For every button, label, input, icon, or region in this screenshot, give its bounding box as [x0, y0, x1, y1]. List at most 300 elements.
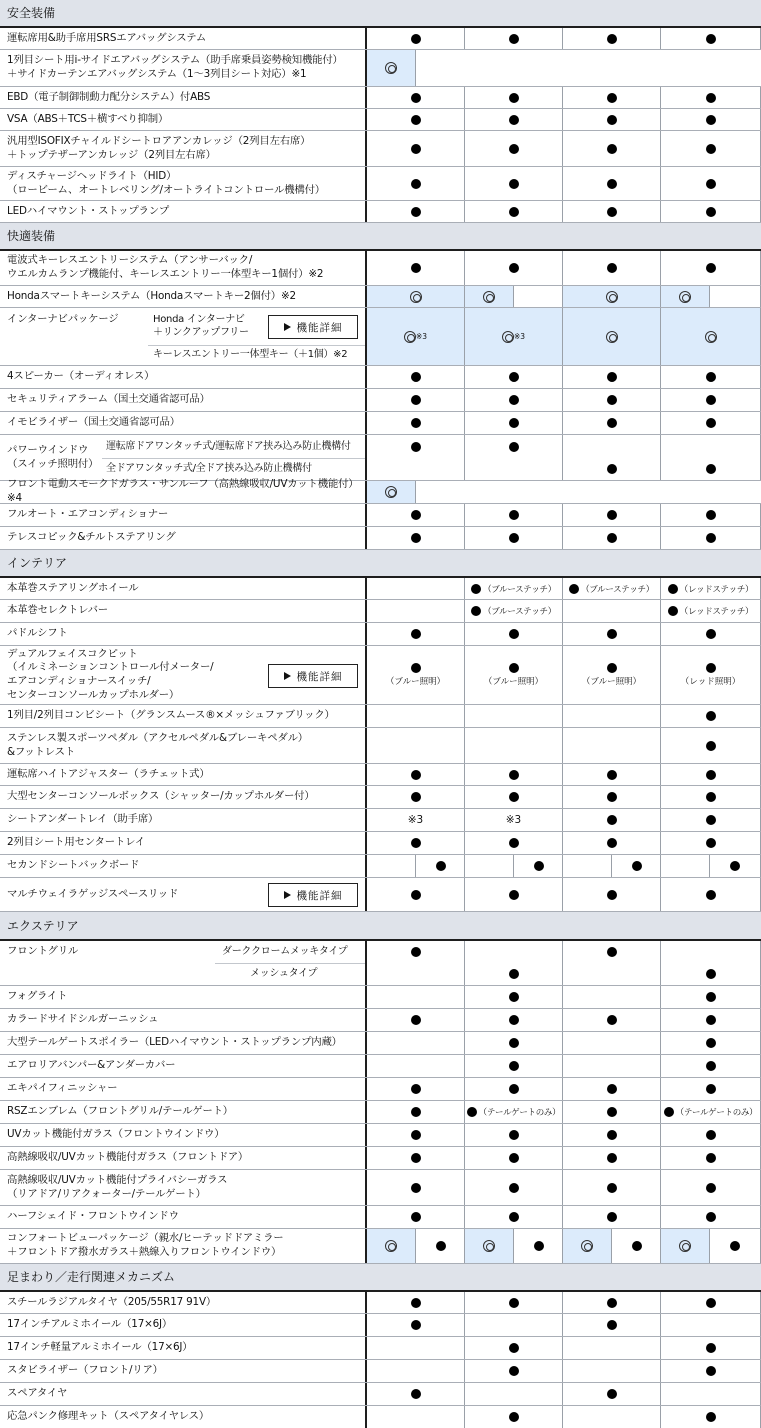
- option-circle-icon: [385, 486, 397, 498]
- table-cell: [365, 1229, 761, 1263]
- standard-dot: [607, 947, 617, 957]
- standard-dot: [607, 815, 617, 825]
- table-cell: [465, 131, 563, 166]
- standard-dot: [668, 606, 678, 616]
- table-row: [0, 167, 761, 201]
- table-cell: [661, 1314, 761, 1336]
- table-cell: [367, 527, 465, 549]
- table-cell: [367, 366, 465, 388]
- table-cell: [365, 855, 761, 877]
- table-cell: [563, 578, 661, 599]
- row-label: 汎用型ISOFIXチャイルドシートロアアンカレッジ（2列目左右席） ＋トップテザーアンカレッジ（2列目左右席）: [7, 134, 311, 161]
- footnote: ※3: [407, 814, 424, 826]
- table-cell: [367, 1337, 465, 1359]
- table-cell: [365, 50, 761, 86]
- standard-dot: [436, 1241, 446, 1251]
- table-cell: [465, 1314, 563, 1336]
- standard-dot: [706, 969, 716, 979]
- table-cell: [465, 1206, 563, 1228]
- standard-dot: [509, 663, 519, 673]
- standard-dot: [607, 533, 617, 543]
- table-cell: [664, 1106, 758, 1118]
- standard-dot: [607, 179, 617, 189]
- table-row: [0, 764, 761, 786]
- standard-dot: [706, 741, 716, 751]
- row-label: UVカット機能付ガラス（フロントウインドウ）: [7, 1128, 225, 1141]
- table-cell: [365, 1314, 761, 1336]
- table-cell: [365, 286, 761, 307]
- table-cell: [367, 87, 465, 108]
- table-cell: [661, 28, 761, 49]
- table-cell: [465, 109, 563, 130]
- table-cell: [367, 28, 465, 49]
- table-cell: [563, 1314, 661, 1336]
- table-cell: [465, 1383, 563, 1405]
- standard-dot: [607, 1320, 617, 1330]
- standard-dot: [509, 1084, 519, 1094]
- table-cell: [365, 1124, 761, 1146]
- standard-dot: [411, 1389, 421, 1399]
- table-cell: [563, 1406, 661, 1428]
- standard-dot: [569, 584, 579, 594]
- option-circle-icon: [410, 291, 422, 303]
- table-cell: [563, 764, 661, 785]
- option-cell: [367, 481, 416, 503]
- table-row: [0, 251, 761, 286]
- table-cell: [465, 809, 563, 831]
- table-cell: [563, 1101, 661, 1123]
- standard-dot: [509, 34, 519, 44]
- option-circle-icon: [606, 291, 618, 303]
- row-label: 高熱線吸収/UVカット機能付プライバシーガラス （リアドア/リアクォーター/テールゲート）: [7, 1173, 228, 1200]
- note: （ブルーステッチ）: [483, 607, 556, 617]
- table-cell: [563, 1383, 661, 1405]
- standard-dot: [706, 1153, 716, 1163]
- table-cell: [367, 1170, 465, 1205]
- table-cell: [367, 855, 416, 877]
- table-cell: [661, 251, 761, 285]
- table-cell: [365, 1009, 761, 1031]
- row-label: フロント電動スモークドガラス・サンルーフ（高熱線吸収/UVカット機能付）※4: [7, 478, 359, 504]
- table-cell: [661, 1055, 761, 1077]
- row-label: 電波式キーレスエントリーシステム（アンサーバック/ ウエルカムランプ機能付、キーレスエントリー一体型キー1個付）※2: [7, 254, 324, 280]
- table-cell: [563, 855, 612, 877]
- row-label: パワーウインドウ （スイッチ照明付）: [7, 443, 99, 470]
- option-cell: [563, 308, 661, 365]
- table-cell: [563, 1009, 661, 1031]
- standard-dot: [509, 372, 519, 382]
- row-label: インターナビパッケージ: [7, 313, 119, 325]
- standard-dot: [706, 1298, 716, 1308]
- standard-dot: [706, 207, 716, 217]
- standard-dot: [509, 770, 519, 780]
- note: （テールゲートのみ）: [478, 1108, 561, 1118]
- table-cell: [661, 809, 761, 831]
- table-cell: [367, 131, 465, 166]
- table-cell: [465, 764, 563, 785]
- footnote: ※3: [513, 331, 526, 341]
- table-cell: [365, 809, 761, 831]
- table-cell: [668, 583, 753, 595]
- table-cell: [365, 1170, 761, 1205]
- sub-label: 運転席ドアワンタッチ式/運転席ドア挟み込み防止機構付: [106, 441, 351, 452]
- row-label: 本革巻セレクトレバー: [7, 604, 108, 617]
- standard-dot: [467, 1107, 477, 1117]
- table-cell: [661, 286, 761, 307]
- standard-dot: [411, 207, 421, 217]
- note: （テールゲートのみ）: [675, 1108, 758, 1118]
- table-cell: [367, 705, 465, 727]
- table-cell: [367, 786, 465, 808]
- play-icon: [284, 891, 291, 899]
- standard-dot: [607, 464, 617, 474]
- table-row: [0, 600, 761, 623]
- table-cell: [661, 646, 761, 704]
- table-cell: [367, 1206, 465, 1228]
- table-cell: [465, 1229, 563, 1263]
- table-cell: [563, 366, 661, 388]
- table-cell: [661, 705, 761, 727]
- table-row-internavi: [0, 308, 761, 366]
- standard-dot: [509, 1212, 519, 1222]
- standard-dot: [706, 34, 716, 44]
- standard-dot: [509, 207, 519, 217]
- table-cell: [367, 389, 465, 411]
- table-cell: [661, 1170, 761, 1205]
- standard-dot: [411, 1084, 421, 1094]
- standard-dot: [607, 1107, 617, 1117]
- standard-dot: [509, 1412, 519, 1422]
- table-cell: [367, 728, 465, 763]
- option-cell: [367, 308, 465, 365]
- row-label: 本革巻ステアリングホイール: [7, 581, 139, 594]
- standard-dot: [706, 1412, 716, 1422]
- row-label: VSA（ABS＋TCS＋横すべり抑制）: [7, 112, 169, 125]
- table-cell: [661, 1406, 761, 1428]
- standard-dot: [607, 418, 617, 428]
- standard-dot: [411, 890, 421, 900]
- standard-dot: [509, 442, 519, 452]
- table-cell: [467, 1106, 561, 1118]
- row-label: セカンドシートバックボード: [7, 859, 140, 872]
- table-cell: [563, 786, 661, 808]
- table-cell: [465, 286, 563, 307]
- footnote: ※3: [505, 814, 522, 826]
- table-cell: [367, 1314, 465, 1336]
- standard-dot: [607, 1153, 617, 1163]
- table-row: [0, 855, 761, 878]
- table-cell: [563, 1337, 661, 1359]
- standard-dot: [706, 890, 716, 900]
- table-cell: [661, 435, 761, 480]
- standard-dot: [607, 1212, 617, 1222]
- section-title: エクステリア: [7, 918, 79, 933]
- row-label: 17インチ軽量アルミホイール（17×6J）: [7, 1341, 193, 1354]
- table-cell: [563, 389, 661, 411]
- table-cell: [465, 1055, 563, 1077]
- sub-label: メッシュタイプ: [250, 968, 318, 979]
- option-circle-icon: [679, 1240, 691, 1252]
- table-cell: [612, 1229, 661, 1263]
- standard-dot: [471, 606, 481, 616]
- table-cell: [365, 832, 761, 854]
- table-cell: [661, 832, 761, 854]
- standard-dot: [509, 179, 519, 189]
- table-row: [0, 87, 761, 109]
- table-cell: [661, 1383, 761, 1405]
- standard-dot: [509, 263, 519, 273]
- standard-dot: [411, 144, 421, 154]
- table-cell: [365, 1406, 761, 1428]
- table-cell: [365, 578, 761, 599]
- table-cell: [465, 1170, 563, 1205]
- option-circle-icon: [483, 1240, 495, 1252]
- standard-dot: [411, 263, 421, 273]
- table-cell: [661, 1337, 761, 1359]
- details-button[interactable]: [268, 664, 358, 688]
- section-title: 快適装備: [7, 229, 56, 243]
- table-cell: [365, 504, 761, 526]
- standard-dot: [706, 815, 716, 825]
- standard-dot: [509, 1183, 519, 1193]
- row-label: フルオート・エアコンディショナー: [7, 508, 169, 521]
- standard-dot: [706, 711, 716, 721]
- option-circle-icon: [606, 331, 618, 343]
- standard-dot: [607, 263, 617, 273]
- table-cell: [563, 167, 661, 200]
- play-icon: [284, 323, 291, 331]
- table-cell: [661, 600, 761, 622]
- section-title: 足まわり／走行関連メカニズム: [7, 1270, 176, 1284]
- table-cell: [563, 986, 661, 1008]
- table-cell: [465, 527, 563, 549]
- table-cell: [465, 28, 563, 49]
- row-label: フロントグリル: [7, 945, 79, 957]
- row-label: 運転席用&助手席用SRSエアバッグシステム: [7, 31, 207, 44]
- table-cell: [563, 1147, 661, 1169]
- details-button-label: 機能詳細: [296, 889, 343, 902]
- table-cell: [563, 251, 661, 285]
- table-cell: [365, 131, 761, 166]
- standard-dot: [607, 93, 617, 103]
- table-cell: [367, 251, 465, 285]
- standard-dot: [607, 1183, 617, 1193]
- table-row: [0, 286, 761, 308]
- standard-dot: [706, 179, 716, 189]
- table-cell: [563, 832, 661, 854]
- table-cell: [365, 1147, 761, 1169]
- row-label: ハーフシェイド・フロントウインドウ: [7, 1210, 179, 1223]
- standard-dot: [607, 115, 617, 125]
- standard-dot: [411, 1212, 421, 1222]
- standard-dot: [411, 533, 421, 543]
- standard-dot: [509, 418, 519, 428]
- table-cell: [367, 1032, 465, 1054]
- table-cell: [365, 389, 761, 411]
- standard-dot: [607, 1084, 617, 1094]
- standard-dot: [706, 372, 716, 382]
- note: （ブルー照明）: [581, 677, 642, 687]
- table-row-front-grille: [0, 941, 761, 986]
- row-label: 17インチアルミホイール（17×6J）: [7, 1318, 173, 1331]
- standard-dot: [706, 263, 716, 273]
- table-row: [0, 366, 761, 389]
- table-cell: [661, 1229, 761, 1263]
- table-cell: [661, 527, 761, 549]
- row-label: 大型テールゲートスポイラー（LEDハイマウント・ストップランプ内蔵）: [7, 1036, 342, 1049]
- table-cell: [367, 1406, 465, 1428]
- standard-dot: [706, 1130, 716, 1140]
- standard-dot: [509, 1153, 519, 1163]
- standard-dot: [411, 1015, 421, 1025]
- table-cell: [661, 786, 761, 808]
- table-row: [0, 201, 761, 223]
- table-cell: [367, 646, 465, 704]
- sub-label: キーレスエントリー一体型キー（＋1個）※2: [153, 349, 348, 360]
- table-cell: [465, 504, 563, 526]
- standard-dot: [632, 861, 642, 871]
- standard-dot: [509, 1366, 519, 1376]
- table-cell: [365, 1078, 761, 1100]
- table-cell: [514, 1229, 563, 1263]
- table-cell: [365, 764, 761, 785]
- table-row: [0, 478, 761, 504]
- row-label: カラードサイドシルガーニッシュ: [7, 1013, 159, 1026]
- table-cell: [365, 109, 761, 130]
- standard-dot: [411, 179, 421, 189]
- row-label: マルチウェイラゲッジスペースリッド: [7, 887, 179, 900]
- standard-dot: [411, 947, 421, 957]
- details-button-label: 機能詳細: [296, 670, 343, 683]
- table-cell: [416, 855, 465, 877]
- table-cell: [367, 986, 465, 1008]
- standard-dot: [509, 1015, 519, 1025]
- table-cell: [661, 109, 761, 130]
- table-cell: [365, 786, 761, 808]
- table-cell: [465, 201, 563, 222]
- section-header-comfort: [0, 223, 761, 251]
- standard-dot: [607, 838, 617, 848]
- table-row: [0, 527, 761, 550]
- sub-label: Honda インターナビ ＋リンクアップフリー: [153, 314, 249, 338]
- table-cell: [365, 705, 761, 727]
- table-cell: [367, 167, 465, 200]
- standard-dot: [411, 1183, 421, 1193]
- option-cell: [661, 308, 761, 365]
- table-cell: [465, 251, 563, 285]
- row-label: EBD（電子制御制動力配分システム）付ABS: [7, 90, 211, 103]
- table-cell: [416, 1229, 465, 1263]
- standard-dot: [411, 395, 421, 405]
- table-cell: [661, 855, 710, 877]
- row-label: RSZエンブレム（フロントグリル/テールゲート）: [7, 1105, 233, 1118]
- table-cell: [365, 481, 761, 503]
- table-row: [0, 705, 761, 728]
- details-button[interactable]: [268, 883, 358, 907]
- row-label: ディスチャージヘッドライト（HID） （ロービーム、オートレベリング/オートライトコントロール機構付）: [7, 169, 325, 196]
- divider: [215, 963, 365, 964]
- standard-dot: [411, 442, 421, 452]
- table-cell: [465, 786, 563, 808]
- table-cell: [563, 728, 661, 763]
- standard-dot: [706, 533, 716, 543]
- section-title: インテリア: [7, 556, 68, 570]
- table-row: [0, 1124, 761, 1147]
- table-cell: [465, 1337, 563, 1359]
- table-cell: [563, 809, 661, 831]
- table-cell: [465, 832, 563, 854]
- section-title: 安全装備: [7, 6, 56, 20]
- standard-dot: [706, 93, 716, 103]
- table-cell: [367, 201, 465, 222]
- table-cell: [661, 366, 761, 388]
- table-cell: [465, 986, 563, 1008]
- table-cell: [563, 435, 661, 480]
- table-cell: [365, 1055, 761, 1077]
- play-icon: [284, 672, 291, 680]
- table-row: [0, 412, 761, 435]
- standard-dot: [411, 770, 421, 780]
- table-cell: [563, 1078, 661, 1100]
- standard-dot: [509, 144, 519, 154]
- row-label: エキパイフィニッシャー: [7, 1082, 118, 1095]
- section-header-safety: [0, 0, 761, 28]
- details-button[interactable]: [268, 315, 358, 339]
- standard-dot: [509, 510, 519, 520]
- table-cell: [563, 1124, 661, 1146]
- details-button-label: 機能詳細: [296, 321, 343, 334]
- table-row: [0, 1078, 761, 1101]
- standard-dot: [509, 969, 519, 979]
- table-cell: [465, 705, 563, 727]
- table-cell: [563, 1360, 661, 1382]
- table-cell: [661, 623, 761, 645]
- standard-dot: [706, 1343, 716, 1353]
- standard-dot: [509, 1343, 519, 1353]
- table-cell: [661, 1078, 761, 1100]
- table-cell: [661, 504, 761, 526]
- standard-dot: [509, 838, 519, 848]
- table-row: [0, 1383, 761, 1406]
- table-cell: [563, 87, 661, 108]
- standard-dot: [411, 629, 421, 639]
- standard-dot: [706, 1084, 716, 1094]
- note: （ブルーステッチ）: [483, 584, 556, 595]
- option-circle-icon: [385, 1240, 397, 1252]
- standard-dot: [607, 629, 617, 639]
- row-label: デュアルフェイスコクピット （イルミネーションコントロール付メーター/ エアコンディショナースイッチ/ センターコンソールカップホルダー）: [7, 647, 214, 701]
- standard-dot: [509, 1038, 519, 1048]
- table-cell: [465, 1009, 563, 1031]
- table-cell: [563, 1206, 661, 1228]
- table-row: [0, 809, 761, 832]
- table-cell: [367, 600, 465, 622]
- standard-dot: [509, 395, 519, 405]
- standard-dot: [534, 861, 544, 871]
- table-cell: [661, 764, 761, 785]
- divider: [148, 345, 365, 346]
- row-label: スペアタイヤ: [7, 1387, 68, 1400]
- table-cell: [661, 1009, 761, 1031]
- table-cell: [365, 1292, 761, 1313]
- table-cell: [569, 583, 654, 595]
- row-label: 運転席ハイトアジャスター（ラチェット式）: [7, 767, 210, 780]
- standard-dot: [706, 663, 716, 673]
- standard-dot: [607, 34, 617, 44]
- row-label: イモビライザー（国土交通省認可品）: [7, 416, 180, 429]
- table-cell: [465, 623, 563, 645]
- standard-dot: [411, 1107, 421, 1117]
